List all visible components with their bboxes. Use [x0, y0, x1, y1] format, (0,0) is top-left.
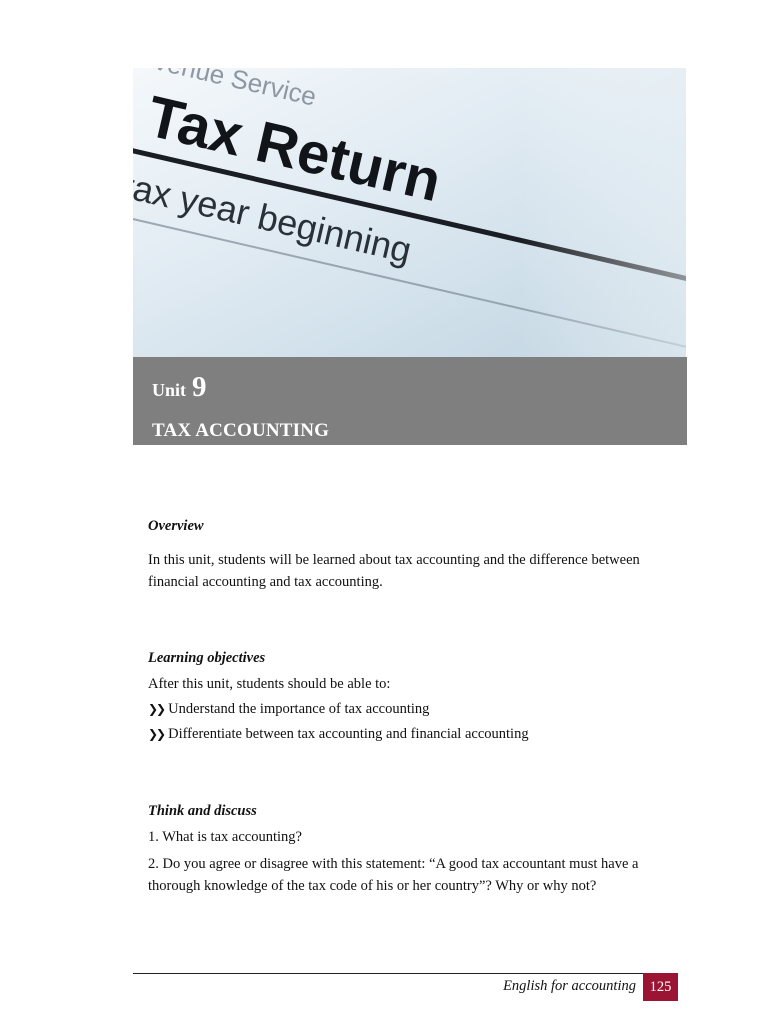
objectives-heading: Learning objectives [148, 650, 266, 666]
unit-label [152, 371, 207, 404]
overview-text: In this unit, students will be learned about tax accounting and the difference between financial accounting and tax accounting. [148, 552, 640, 590]
objective-item [148, 701, 429, 718]
discuss-heading: Think and discuss [148, 803, 257, 819]
unit-banner [133, 357, 687, 445]
objectives-intro: After this unit, students should be able to: [148, 676, 391, 692]
objective-item [148, 726, 529, 743]
discuss-item: 1. What is tax accounting? [148, 829, 302, 845]
double-chevron-right-icon: ❯❯ [148, 702, 165, 716]
double-chevron-right-icon: ❯❯ [148, 727, 165, 741]
objective-item-text: Understand the importance of tax accounting [168, 701, 430, 717]
tax-return-photo [133, 68, 686, 358]
unit-number: 9 [192, 371, 207, 403]
objective-item-text: Differentiate between tax accounting and financial accounting [168, 726, 529, 742]
unit-title: TAX ACCOUNTING [152, 420, 330, 441]
page-number-badge: 125 [643, 973, 678, 1001]
tax-form-illustration [133, 68, 686, 358]
unit-word: Unit [152, 380, 187, 400]
footer-rule [133, 973, 678, 974]
discuss-item: 2. Do you agree or disagree with this statement: “A good tax accountant must have a thorough knowledge of the tax code of his or her country”? Why or why not? [148, 856, 639, 894]
footer-book-title: English for accounting [503, 978, 636, 994]
overview-heading: Overview [148, 518, 204, 534]
